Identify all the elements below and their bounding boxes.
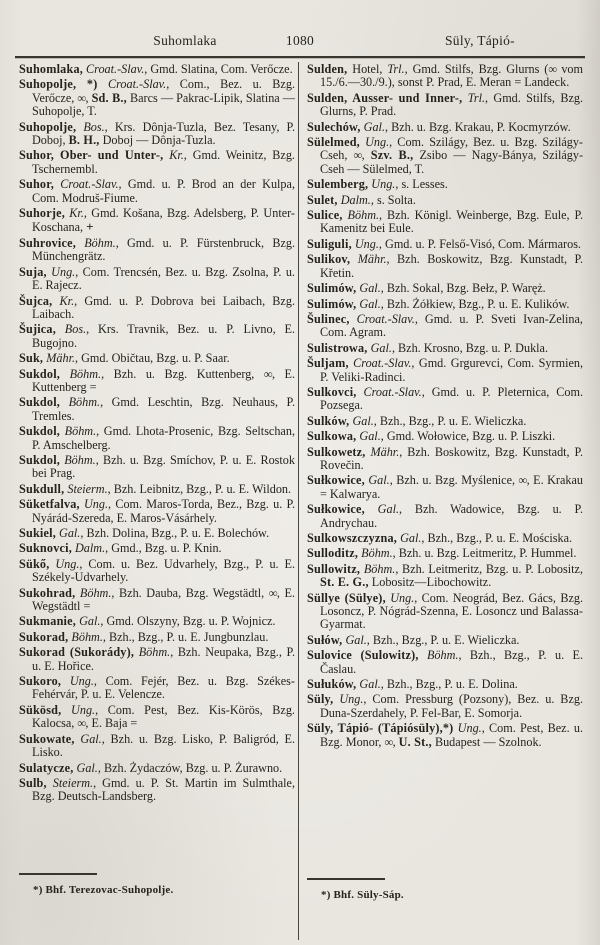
gazetteer-entry: Süketfalva, Ung., Com. Maros-Torda, Bez., Bzg. u. P. Nyárád-Szereda, E. Maros-Vásárhely. (19, 497, 295, 525)
gazetteer-entry: Sułkowice, Gal., Bzh. u. Bzg. Myślenice, ∞, E. Krakau = Kalwarya. (307, 473, 584, 501)
gazetteer-entry: Sułuków, Gal., Bzh., Bzg., P. u. E. Dolina. (307, 677, 518, 692)
gazetteer-entry: Šujica, Bos., Krs. Travnik, Bez. u. P. Livno, E. Bugojno. (19, 322, 296, 350)
gazetteer-entry: Sulkowszczyzna, Gal., Bzh., Bzg., P. u. E. Mościska. (307, 531, 573, 545)
gazetteer-entry: Sukdol, Böhm., Gmd. Leschtin, Bzg. Neuhaus, P. Tremles. (19, 395, 296, 423)
gazetteer-column-left (19, 63, 295, 806)
gazetteer-entry: Sulków, Gal., Bzh., Bzg., P. u. E. Wieliczka. (307, 413, 527, 428)
gazetteer-entry: Šuljam, Croat.-Slav., Gmd. Grgurevci, Com. Syrmien, P. Veliki-Radinci. (307, 356, 583, 384)
gazetteer-entry: Suja, Ung., Com. Trencsén, Bez. u. Bzg. Zsolna, P. u. E. Rajecz. (19, 264, 295, 293)
gazetteer-entry: Sulkowetz, Mähr., Bzh. Boskowitz, Bzg. Kunstadt, P. Rovečin. (307, 444, 583, 472)
gazetteer-entry: Sułkowice, Gal., Bzh. Wadowice, Bzg. u. P. Andrychau. (307, 502, 584, 530)
gazetteer-entry: Sukorad (Sukorády), Böhm., Bzh. Neupaka, Bzg., P. u. E. Hořice. (19, 645, 295, 673)
gazetteer-entry: Sulemberg, Ung., s. Lesses. (307, 177, 448, 192)
gazetteer-entry: Sullowitz, Böhm., Bzh. Leitmeritz, Bzg. u. P. Lobositz, St. E. G., Lobositz—Libochowitz. (307, 561, 583, 590)
gazetteer-entry: Sukmanie, Gal., Gmd. Olszyny, Bzg. u. P. Wojnicz. (19, 614, 276, 629)
gazetteer-entry: Sukdol, Böhm., Gmd. Lhota-Prosenic, Bzg. Seltschan, P. Amschelberg. (19, 424, 295, 452)
column-divider (298, 62, 299, 940)
running-head (0, 33, 600, 51)
gazetteer-entry: Süllye (Sülye), Ung., Com. Neográd, Bez. Gács, Bzg. Losoncz, P. Nógrád-Szenna, E. Losoncz und Balassa-Gyarmat. (307, 590, 584, 632)
gazetteer-entry: Sulkowa, Gal., Gmd. Wołowice, Bzg. u. P. Liszki. (307, 429, 556, 444)
gazetteer-entry: Sükösd, Ung., Com. Pest, Bez. Kis-Körös, Bzg. Kalocsa, ∞, E. Baja = (19, 702, 295, 731)
gazetteer-entry: Sulatycze, Gal., Bzh. Żydaczów, Bzg. u. P. Żurawno. (19, 760, 283, 775)
gazetteer-entry: Sukowate, Gal., Bzh. u. Bzg. Lisko, P. Baligród, E. Lisko. (19, 731, 296, 760)
telegraph-icon: ∞ (548, 62, 557, 76)
page-number: 1080 (285, 33, 315, 48)
gazetteer-entry: Süly, Tápió- (Tápiósüly),*) Ung., Com. Pest, Bez. u. Bzg. Monor, ∞, U. St., Budapest — Szolnok. (307, 721, 583, 749)
footnote-text: *) Bhf. Süly-Sáp. (321, 888, 404, 901)
gazetteer-entry: Sülelmed, Ung., Com. Szilágy, Bez. u. Bzg. Szilágy-Cseh, ∞, Szv. B., Zsibo — Nagy-Bánya, Szilágy-Cseh — Sülelmed, T. (307, 135, 584, 176)
telegraph-icon: ∞ (77, 716, 86, 731)
gazetteer-entry: Sulb, Steierm., Gmd. u. P. St. Martin im Sulmthale, Bzg. Deutsch-Landsberg. (19, 775, 295, 804)
gazetteer-entry: Suhorje, Kr., Gmd. Košana, Bzg. Adelsberg, P. Unter-Koschana, + (19, 206, 295, 235)
header-rule (15, 56, 585, 58)
gazetteer-entry: Sułów, Gal., Bzh., Bzg., P. u. E. Wieliczka. (307, 632, 520, 647)
gazetteer-column-right (307, 63, 583, 751)
footnote-left (19, 873, 295, 897)
gazetteer-entry: Sükő, Ung., Com. u. Bez. Udvarhely, Bzg., P. u. E. Székely-Udvarhely. (19, 556, 295, 585)
telegraph-icon: ∞ (518, 473, 527, 488)
gazetteer-entry: Sulikov, Mähr., Bzh. Boskowitz, Bzg. Kunstadt, P. Křetin. (307, 252, 583, 280)
gazetteer-entry: Süly, Ung., Com. Pressburg (Pozsony), Bez. u. Bzg. Duna-Szerdahely, P. Fel-Bar, E. Somorja. (307, 692, 583, 720)
gazetteer-entry: Suk, Mähr., Gmd. Običtau, Bzg. u. P. Saar. (19, 351, 230, 366)
gazetteer-entry: Suhor, Ober- und Unter-, Kr., Gmd. Weinitz, Bzg. Tschernembl. (19, 148, 295, 176)
gazetteer-entry: Sulice, Böhm., Bzh. Königl. Weinberge, Bzg. Eule, P. Kamenitz bei Eule. (307, 208, 583, 236)
gazetteer-entry: Suknovci, Dalm., Gmd., Bzg. u. P. Knin. (19, 541, 222, 556)
running-head-right: Süly, Tápió- (445, 33, 515, 48)
gazetteer-entry: Suhopolje, Bos., Krs. Dônja-Tuzla, Bez. Tesany, P. Doboj, B. H., Doboj — Dônja-Tuzla. (19, 119, 295, 148)
gazetteer-entry: Sukdull, Steierm., Bzh. Leibnitz, Bzg., P. u. E. Wildon. (19, 481, 292, 496)
gazetteer-entry: Sulovice (Sulowitz), Böhm., Bzh., Bzg., P. u. E. Časlau. (307, 648, 583, 676)
telegraph-icon: ∞ (353, 148, 362, 163)
gazetteer-entry: Sulimów, Gal., Bzh. Żółkiew, Bzg., P. u. E. Kulików. (307, 296, 570, 311)
gazetteer-entry: Sulden, Ausser- und Inner-, Trl., Gmd. Stilfs, Bzg. Glurns, P. Prad. (307, 90, 584, 119)
gazetteer-entry: Sukdol, Böhm., Bzh. u. Bzg. Kuttenberg, ∞, E. Kuttenberg = (19, 366, 295, 394)
footnote-rule (19, 873, 97, 875)
gazetteer-entry: Suhopolje, *) Croat.-Slav., Com., Bez. u. Bzg. Verőcze, ∞, Sd. B., Barcs — Pakrac-Lipik, Slatina — Suhopolje, T. (19, 77, 295, 119)
gazetteer-entry: Sulistrowa, Gal., Bzh. Krosno, Bzg. u. P. Dukla. (307, 340, 548, 355)
telegraph-icon: ∞ (268, 585, 277, 600)
gazetteer-entry: Sulloditz, Böhm., Bzh. u. Bzg. Leitmeritz, P. Hummel. (307, 546, 577, 561)
gazetteer-entry: Suhor, Croat.-Slav., Gmd. u. P. Brod an der Kulpa, Com. Modruš-Fiume. (19, 177, 295, 205)
gazetteer-entry: Sulechów, Gal., Bzh. u. Bzg. Krakau, P. Kocmyrzów. (307, 119, 571, 134)
running-head-left: Suhomlaka (153, 33, 217, 48)
gazetteer-entry: Šulinec, Croat.-Slav., Gmd. u. P. Sveti Ivan-Zelina, Com. Agram. (307, 311, 583, 340)
gazetteer-entry: Suliguli, Ung., Gmd. u. P. Felső-Visó, Com. Mármaros. (307, 236, 581, 251)
telegraph-icon: ∞ (384, 734, 393, 749)
cross-icon: + (86, 219, 94, 235)
gazetteer-entry: Suhomlaka, Croat.-Slav., Gmd. Slatina, Com. Verőcze. (19, 62, 293, 76)
gazetteer-entry: Šujca, Kr., Gmd. u. P. Dobrova bei Laibach, Bzg. Laibach. (19, 293, 295, 321)
telegraph-icon: ∞ (263, 366, 272, 381)
gazetteer-entry: Suhrovice, Böhm., Gmd. u. P. Fürstenbruck, Bzg. Münchengrätz. (19, 235, 295, 264)
gazetteer-entry: Sukdol, Böhm., Bzh. u. Bzg. Smíchov, P. u. E. Rostok bei Prag. (19, 452, 295, 481)
footnote-text: *) Bhf. Terezovac-Suhopolje. (33, 883, 174, 896)
gazetteer-entry: Sukoro, Ung., Com. Fejér, Bez. u. Bzg. Székes-Fehérvár, P. u. E. Velencze. (19, 674, 295, 702)
telegraph-icon: ∞ (77, 90, 86, 105)
gazetteer-entry: Sulimów, Gal., Bzh. Sokal, Bzg. Bełz, P. Waręż. (307, 281, 546, 296)
gazetteer-entry: Sukohrad, Böhm., Bzh. Dauba, Bzg. Wegstädtl, ∞, E. Wegstädtl = (19, 585, 295, 614)
footnote-right (307, 878, 583, 902)
gazetteer-entry: Sulden, Hotel, Trl., Gmd. Stilfs, Bzg. Glurns (∞ vom 15./6.—30./9.), sonst P. Prad, E. Meran = Landeck. (307, 62, 584, 90)
gazetteer-entry: Sukorad, Böhm., Bzh., Bzg., P. u. E. Jungbunzlau. (19, 629, 269, 644)
footnote-rule (307, 878, 385, 880)
gazetteer-entry: Sulet, Dalm., s. Solta. (307, 192, 416, 207)
gazetteer-entry: Sukiel, Gal., Bzh. Dolina, Bzg., P. u. E. Bolechów. (19, 526, 270, 540)
gazetteer-entry: Sulkovci, Croat.-Slav., Gmd. u. P. Pleternica, Com. Pozsega. (307, 384, 583, 413)
